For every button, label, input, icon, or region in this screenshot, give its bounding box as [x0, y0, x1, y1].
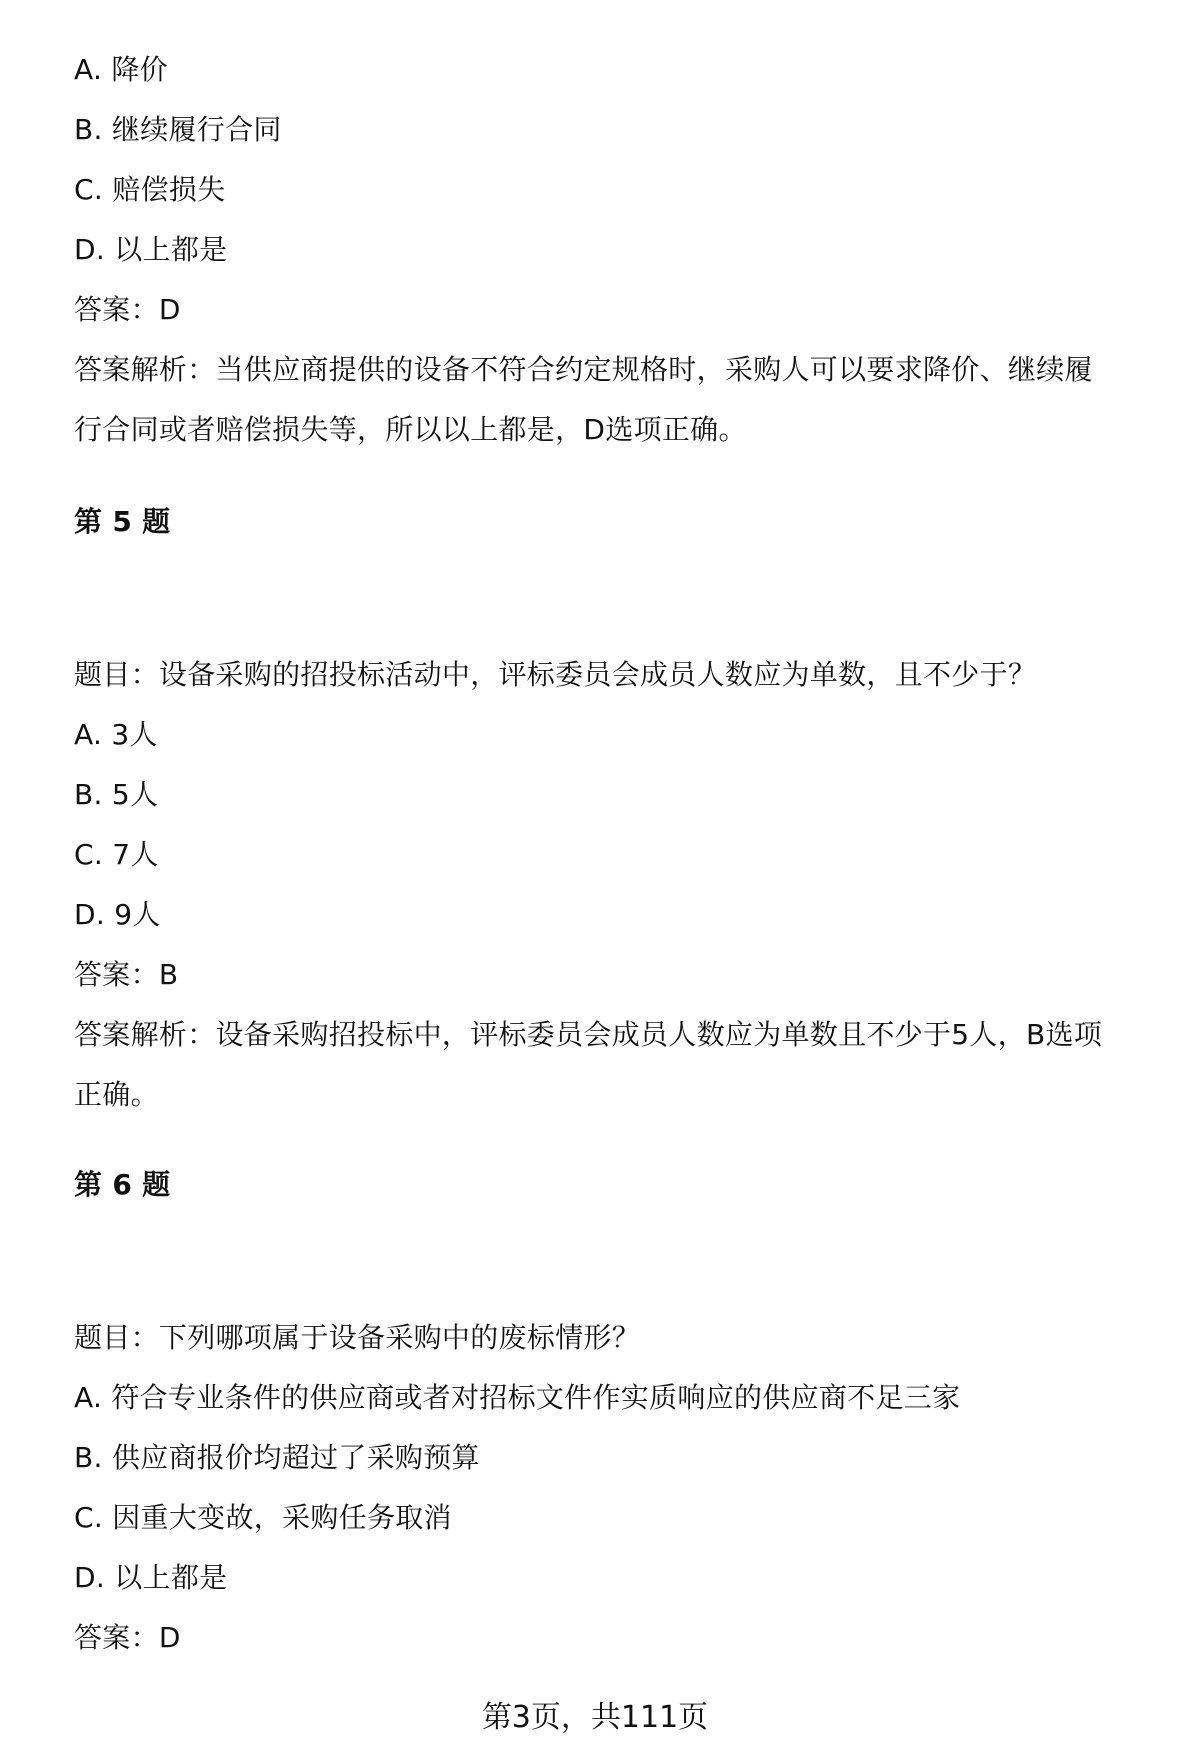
answer: 答案：D — [74, 293, 181, 326]
option-a: A. 3人 — [74, 718, 158, 751]
option-b: B. 5人 — [74, 778, 159, 811]
answer-analysis: 答案解析：设备采购招投标中，评标委员会成员人数应为单数且不少于5人，B选项 — [74, 1018, 1103, 1051]
answer-analysis-continued: 行合同或者赔偿损失等，所以以上都是，D选项正确。 — [74, 413, 747, 446]
option-a: A. 符合专业条件的供应商或者对招标文件作实质响应的供应商不足三家 — [74, 1381, 961, 1414]
answer: 答案：D — [74, 1621, 181, 1654]
answer-analysis: 答案解析：当供应商提供的设备不符合约定规格时，采购人可以要求降价、继续履 — [74, 353, 1093, 386]
option-c: C. 因重大变故，采购任务取消 — [74, 1501, 452, 1534]
option-a: A. 降价 — [74, 53, 168, 86]
page-number-footer: 第3页，共111页 — [481, 1700, 709, 1735]
option-d: D. 9人 — [74, 898, 161, 931]
question-text: 题目：下列哪项属于设备采购中的废标情形？ — [74, 1321, 641, 1354]
answer-analysis-continued: 正确。 — [74, 1078, 159, 1111]
question-heading: 第 6 题 — [74, 1168, 171, 1201]
question-text: 题目：设备采购的招投标活动中，评标委员会成员人数应为单数，且不少于？ — [74, 658, 1037, 691]
question-heading: 第 5 题 — [74, 505, 171, 538]
answer: 答案：B — [74, 958, 179, 991]
option-b: B. 供应商报价均超过了采购预算 — [74, 1441, 480, 1474]
option-d: D. 以上都是 — [74, 1561, 228, 1594]
option-d: D. 以上都是 — [74, 233, 228, 266]
option-b: B. 继续履行合同 — [74, 113, 282, 146]
option-c: C. 7人 — [74, 838, 159, 871]
option-c: C. 赔偿损失 — [74, 173, 226, 206]
